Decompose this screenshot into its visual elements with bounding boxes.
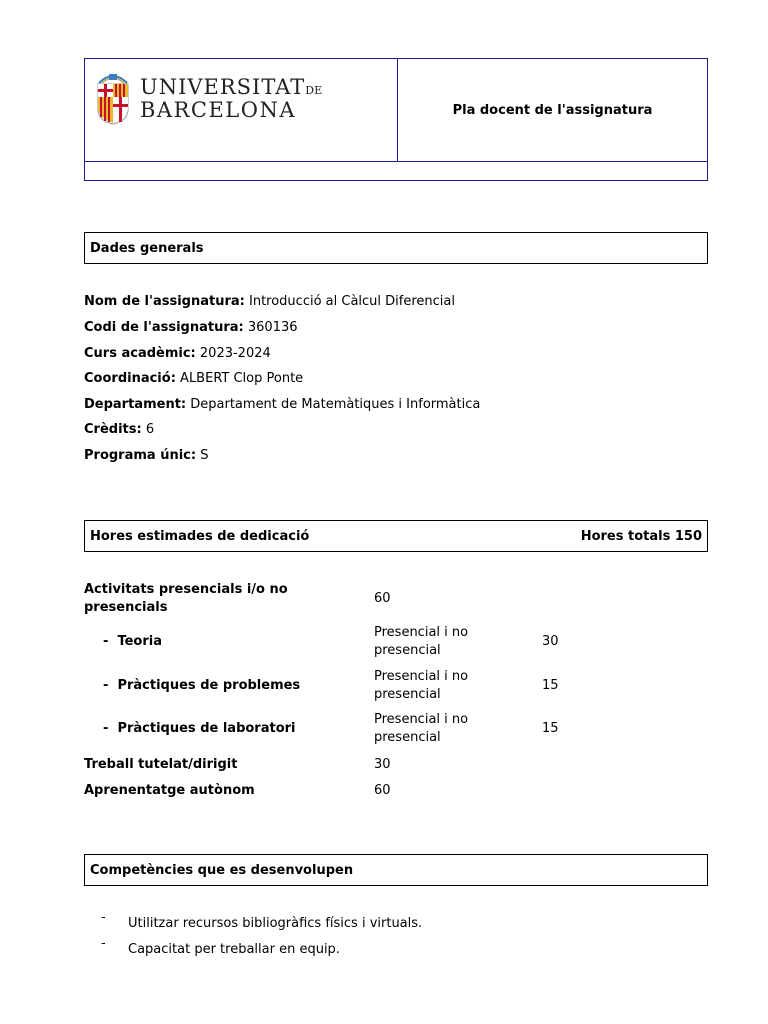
row-dash: -	[103, 678, 109, 693]
hours-row-problems	[103, 677, 300, 695]
mode-line2: presencial	[374, 687, 441, 702]
field-label: Codi de l'assignatura:	[84, 320, 244, 335]
hours-row-laboratory	[103, 720, 296, 738]
mode-line1: Presencial i no	[374, 669, 469, 684]
field-value: 6	[145, 422, 155, 437]
header-divider-horizontal	[85, 161, 707, 162]
mode-line2: presencial	[374, 643, 441, 658]
university-logo-text	[140, 77, 322, 121]
hours-row-theory	[103, 633, 162, 651]
info-field-department	[84, 397, 480, 412]
hours-mode	[374, 711, 468, 747]
row-label: Teoria	[117, 634, 162, 649]
field-value: Introducció al Càlcul Diferencial	[249, 294, 455, 309]
field-value: 2023-2024	[199, 346, 271, 361]
document-header	[84, 58, 708, 181]
hours-value: 30	[374, 757, 391, 772]
document-title: Pla docent de l'assignatura	[452, 102, 653, 118]
section-heading-text: Hores estimades de dedicació	[90, 528, 310, 544]
info-field-credits	[84, 422, 154, 437]
field-value: 360136	[247, 320, 298, 335]
total-hours: Hores totals 150	[580, 528, 702, 544]
hours-row-tutored-work: Treball tutelat/dirigit	[84, 757, 238, 772]
section-heading-hours	[84, 520, 708, 552]
hours-mode	[374, 668, 468, 704]
logo-word-universitat: UNIVERSITAT	[140, 75, 306, 99]
section-heading-text: Dades generals	[90, 240, 204, 256]
logo-word-barcelona: BARCELONA	[140, 98, 297, 122]
info-field-academic-year	[84, 346, 271, 361]
field-value: Departament de Matemàtiques i Informàtica	[190, 397, 481, 412]
row-label-line1: Activitats presencials i/o no	[84, 582, 288, 597]
hours-row-autonomous-learning: Aprenentatge autònom	[84, 783, 255, 798]
field-value: ALBERT Clop Ponte	[180, 371, 304, 386]
field-label: Curs acadèmic:	[84, 346, 196, 361]
info-field-coordination	[84, 371, 303, 386]
field-label: Programa únic:	[84, 448, 197, 463]
mode-line1: Presencial i no	[374, 625, 469, 640]
field-label: Coordinació:	[84, 371, 176, 386]
info-field-subject-name	[84, 294, 455, 309]
info-field-subject-code	[84, 320, 298, 335]
competence-item: Capacitat per treballar en equip.	[128, 942, 340, 957]
info-field-single-program	[84, 448, 208, 463]
hours-mode	[374, 624, 468, 660]
hours-row-activities	[84, 581, 288, 617]
row-dash: -	[103, 721, 109, 736]
section-heading-general	[84, 232, 708, 264]
field-label: Nom de l'assignatura:	[84, 294, 245, 309]
field-label: Departament:	[84, 397, 187, 412]
section-heading-competences	[84, 854, 708, 886]
logo-word-de: DE	[305, 84, 323, 97]
field-label: Crèdits:	[84, 422, 142, 437]
mode-line1: Presencial i no	[374, 712, 469, 727]
competence-item: Utilitzar recursos bibliogràfics físics i virtuals.	[128, 916, 423, 931]
row-dash: -	[103, 634, 109, 649]
list-item-dash: -	[101, 910, 106, 925]
hours-value: 30	[542, 634, 559, 649]
list-item-dash: -	[101, 936, 106, 951]
row-label-line2: presencials	[84, 600, 168, 615]
field-value: S	[200, 448, 209, 463]
hours-value: 15	[542, 721, 559, 736]
row-label: Pràctiques de laboratori	[117, 721, 296, 736]
mode-line2: presencial	[374, 730, 441, 745]
hours-value: 60	[374, 591, 391, 606]
row-label: Pràctiques de problemes	[117, 678, 301, 693]
section-heading-text: Competències que es desenvolupen	[90, 862, 354, 878]
hours-value: 15	[542, 678, 559, 693]
hours-value: 60	[374, 783, 391, 798]
ub-coat-of-arms-icon	[95, 71, 131, 129]
